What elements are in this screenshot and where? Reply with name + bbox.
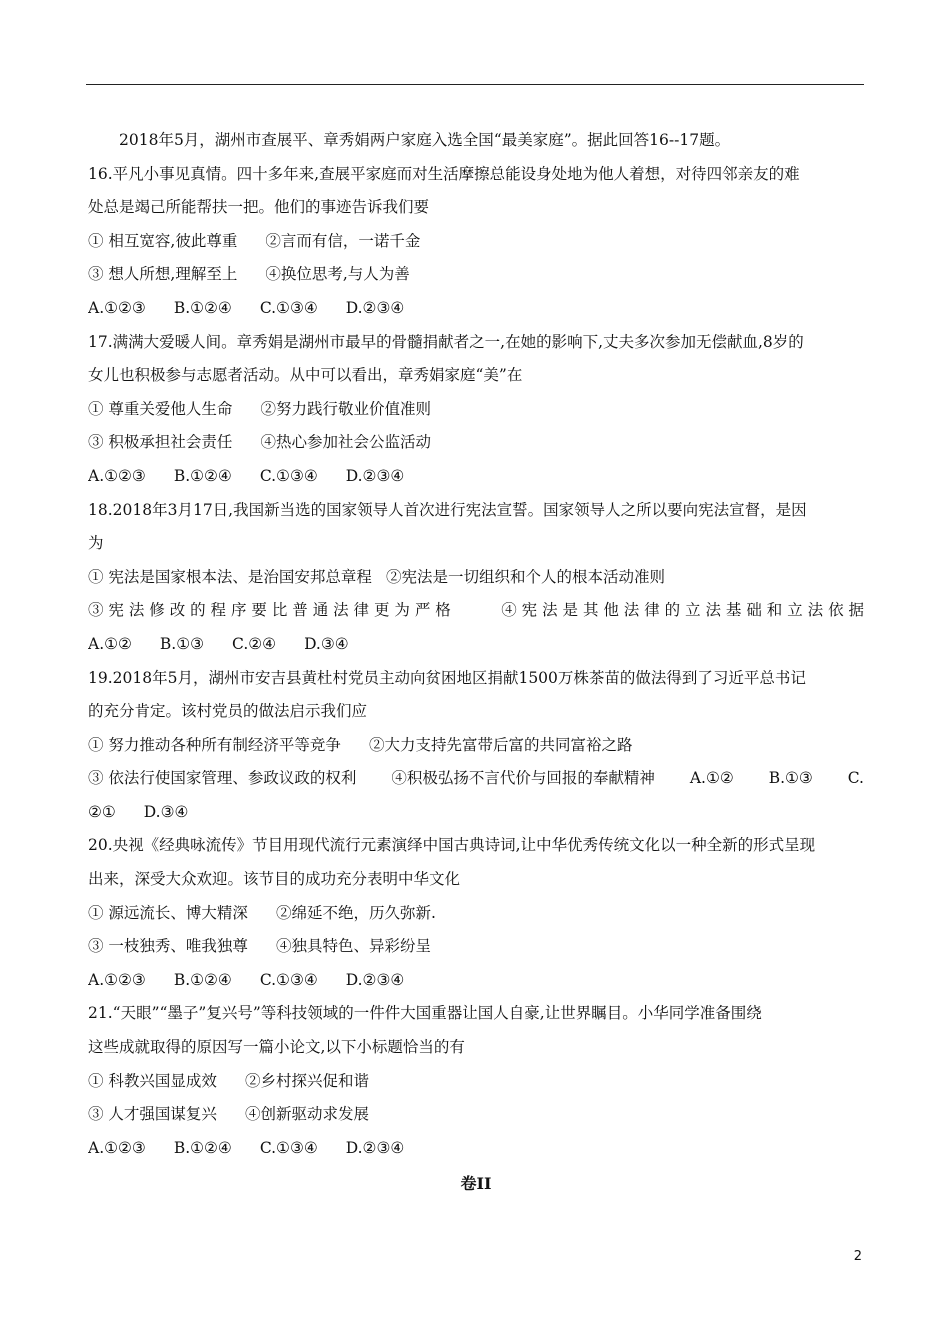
q18-option-2: ②宪法是一切组织和个人的根本活动准则 (385, 567, 665, 586)
q16-options-row-2 (88, 258, 864, 292)
q21-option-3: ③ 人才强国谋复兴 (88, 1105, 217, 1124)
q16-option-2: ②言而有信，一诺千金 (265, 231, 421, 250)
section-title: 卷II (460, 1174, 492, 1194)
q21-choices (88, 1132, 864, 1166)
q21-options-row-1 (88, 1065, 864, 1099)
q17-choice-c: C.①③④ (259, 466, 318, 485)
q21-option-1: ① 科教兴国显成效 (88, 1071, 217, 1090)
q21-options-row-2 (88, 1098, 864, 1132)
q16-option-3: ③ 想人所想,理解至上 (88, 265, 238, 284)
q21-choice-d: D.②③④ (345, 1138, 405, 1157)
q17-choice-a: A.①②③ (88, 466, 146, 485)
q19-option-1: ① 努力推动各种所有制经济平等竞争 (88, 735, 341, 754)
q20-choice-c: C.①③④ (259, 970, 318, 989)
q21-choice-c: C.①③④ (259, 1138, 318, 1157)
q20-options-row-2 (88, 930, 864, 964)
q19-option-2: ②大力支持先富带后富的共同富裕之路 (368, 735, 633, 754)
q21-stem-line-1: 21.“天眼”“墨子”复兴号”等科技领域的一件件大国重器让国人自豪,让世界瞩目。小华同学准备围绕 (88, 1004, 762, 1023)
q19-choices-cont (88, 796, 864, 830)
q18-option-1: ① 宪法是国家根本法、是治国安邦总章程 (88, 567, 372, 586)
q17-stem-line-1: 17.满满大爱暖人间。章秀娟是湖州市最早的骨髓捐献者之一,在她的影响下,丈夫多次参加无偿献血,8岁的 (88, 332, 804, 351)
q16-option-4: ④换位思考,与人为善 (265, 265, 410, 284)
q20-stem-line-2: 出来，深受大众欢迎。该节目的成功充分表明中华文化 (88, 870, 461, 889)
q17-options-row-2 (88, 426, 864, 460)
q18-options-row-1 (88, 561, 864, 595)
q17-options-row-1 (88, 393, 864, 427)
q17-choices (88, 460, 864, 494)
q18-option-4: ④ 宪 法 是 其 他 法 律 的 立 法 基 础 和 立 法 依 据 (501, 601, 864, 620)
q20-option-3: ③ 一枝独秀、唯我独尊 (88, 937, 248, 956)
q19-choice-a: A.①② (689, 769, 734, 788)
q20-choices (88, 964, 864, 998)
q19-options-row-2 (88, 762, 864, 796)
q18-choice-a: A.①② (88, 634, 132, 653)
q18-choice-d: D.③④ (304, 634, 349, 653)
q19-choice-c-value: ②① (88, 802, 116, 821)
page-content (88, 124, 864, 1201)
q20-option-4: ④独具特色、异彩纷呈 (275, 937, 431, 956)
q16-options-row-1 (88, 225, 864, 259)
q17-choice-d: D.②③④ (345, 466, 405, 485)
q20-choice-b: B.①②④ (173, 970, 232, 989)
q20-choice-d: D.②③④ (345, 970, 405, 989)
q19-stem-line-2: 的充分肯定。该村党员的做法启示我们应 (88, 702, 368, 721)
q19-choice-c: C. (847, 769, 864, 788)
q17-choice-b: B.①②④ (173, 466, 232, 485)
q18-choice-c: C.②④ (232, 634, 277, 653)
q16-choice-a: A.①②③ (88, 298, 146, 317)
q16-stem-line-2: 处总是竭己所能帮扶一把。他们的事迹告诉我们要 (88, 198, 430, 217)
q17-stem-line-2: 女儿也积极参与志愿者活动。从中可以看出，章秀娟家庭“美”在 (88, 366, 523, 385)
q18-stem-line-2: 为 (88, 534, 104, 553)
q21-stem-line-2: 这些成就取得的原因写一篇小论文,以下小标题恰当的有 (88, 1038, 465, 1057)
q18-stem-line-1: 18.2018年3月17日,我国新当选的国家领导人首次进行宪法宣誓。国家领导人之所以要向宪法宣督，是因 (88, 500, 807, 519)
q16-choice-d: D.②③④ (345, 298, 405, 317)
q19-choice-b: B.①③ (768, 769, 813, 788)
q18-choice-b: B.①③ (159, 634, 205, 653)
q19-option-3: ③ 依法行使国家管理、参政议政的权利 (88, 769, 357, 788)
q16-choice-b: B.①②④ (173, 298, 232, 317)
q17-option-2: ②努力践行敬业价值准则 (260, 399, 431, 418)
q19-options-row-1 (88, 729, 864, 763)
q20-option-1: ① 源远流长、博大精深 (88, 903, 248, 922)
q21-option-4: ④创新驱动求发展 (244, 1105, 369, 1124)
q19-stem-line-1: 19.2018年5月，湖州市安吉县黄杜村党员主动向贫困地区捐献1500万株茶苗的做法得到了习近平总书记 (88, 668, 806, 687)
q16-choices (88, 292, 864, 326)
q16-choice-c: C.①③④ (259, 298, 318, 317)
q18-choices (88, 628, 864, 662)
q17-option-4: ④热心参加社会公监活动 (260, 433, 431, 452)
q21-choice-b: B.①②④ (173, 1138, 232, 1157)
q18-option-3: ③ 宪 法 修 改 的 程 序 要 比 普 通 法 律 更 为 严 格 (88, 601, 451, 620)
q21-option-2: ②乡村探兴促和谐 (244, 1071, 369, 1090)
q16-stem-line-1: 16.平凡小事见真情。四十多年来,查展平家庭而对生活摩擦总能设身处地为他人着想，对待四邻亲友的难 (88, 164, 800, 183)
q17-option-1: ① 尊重关爱他人生命 (88, 399, 233, 418)
q20-option-2: ②绵延不绝，历久弥新. (275, 903, 436, 922)
header-rule (86, 84, 864, 85)
q20-stem-line-1: 20.央视《经典咏流传》节目用现代流行元素演绎中国古典诗词,让中华优秀传统文化以一种全新的形式呈现 (88, 836, 816, 855)
q19-choice-d: D.③④ (143, 802, 189, 821)
q19-option-4: ④积极弘扬不言代价与回报的奉献精神 (391, 769, 655, 788)
q17-option-3: ③ 积极承担社会责任 (88, 433, 233, 452)
q20-choice-a: A.①②③ (88, 970, 146, 989)
q18-options-row-2 (88, 594, 864, 628)
q21-choice-a: A.①②③ (88, 1138, 146, 1157)
q20-options-row-1 (88, 897, 864, 931)
q16-option-1: ① 相互宽容,彼此尊重 (88, 231, 238, 250)
intro-text: 2018年5月，湖州市查展平、章秀娟两户家庭入选全国“最美家庭”。据此回答16--17题。 (119, 131, 731, 149)
page-number: 2 (853, 1249, 862, 1264)
